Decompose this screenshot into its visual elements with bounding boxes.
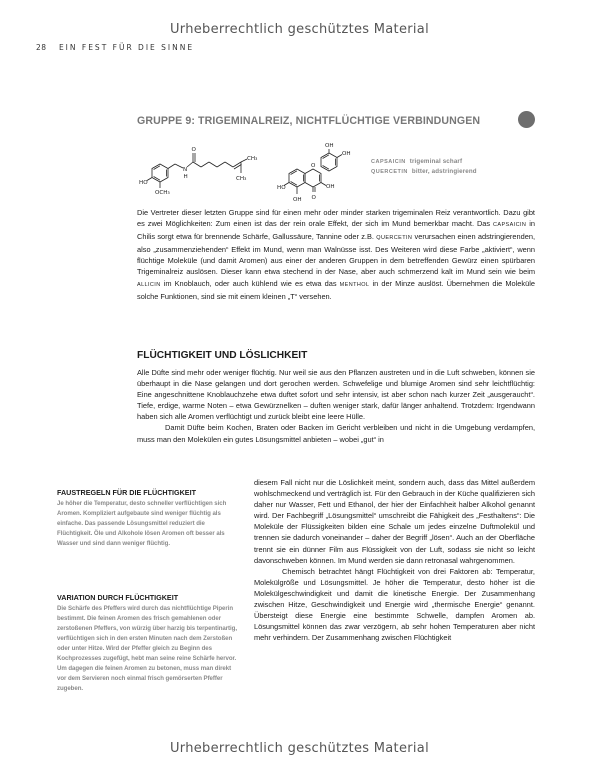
page-number: 28 [36,43,47,52]
sidebar-text: Die Schärfe des Pfeffers wird durch das nichtflüchtige Piperin bestimmt. Die feinen Aromen des frisch gemahlenen oder zerstoßenen Pfeffers, von würzig über harzig bis terpentinartig, verflüchtigen sich in den ersten Minuten nach dem Zerstoßen oder unter Hitze. Wird der Pfeffer gleich zu Beginn des Kochprozesses zugefügt, hebt man seine reine Schärfe hervor. Um dagegen die feinen Aromen zu betonen, muss man direkt vor dem Servieren noch einmal frisch gemörserten Pfeffer zugeben. [57,605,237,692]
capsaicin-n-label: N [183,167,188,173]
watermark-bottom: Urheberrechtlich geschütztes Material [169,741,429,756]
capsaicin-ch3-label-b: CH₃ [236,176,247,182]
group-heading: GRUPPE 9: TRIGEMINALREIZ, NICHTFLÜCHTIGE VERBINDUNGEN [137,115,481,127]
quercetin-structure [277,140,363,208]
quercetin-o-ring-label: O [311,163,316,169]
sidebar-title: VARIATION DURCH FLÜCHTIGKEIT [57,593,179,602]
quercetin-oh-right-label: OH [342,151,351,157]
legend-quercetin [371,167,477,177]
paragraph: Damit Düfte beim Kochen, Braten oder Backen im Gericht verbleiben und nicht in die Umgebung verdampfen, muss man den Molekülen ein gutes Lösungsmittel anbieten – wobei „gut“ in [137,423,535,444]
sidebar-box-variation [57,593,239,694]
section-heading: FLÜCHTIGKEIT UND LÖSLICHKEIT [137,350,308,361]
paragraph: diesem Fall nicht nur die Löslichkeit meint, sondern auch, dass das Mittel außerdem wohlschmeckend und verträglich ist. Für den Gebrauch in der Küche qualifizieren sich daher nur Wasser, Fett und Ethanol, der hier der Einfachheit halber Alkohol genannt wird. Der Fachbegriff „Lösungsmittel“ umschreibt die Fähigkeit des „Festhaltens“: Die Moleküle der Flüssigkeiten bilden eine Schale um jedes einzelne Duftmolekül und trennen sie dadurch voneinander – daher der Begriff „lösen“. Auch an der Oberfläche trennt sie ein dünner Film aus Flüssigkeit von der Luft, sodass sie nicht so leicht davonschweben können. Im Mund werden sie dann retronasal wahrgenommen. [254,478,535,565]
term-allicin: ALLICIN [137,281,161,288]
quercetin-oh-top-label: OH [325,143,334,149]
capsaicin-ho-label: HO [139,180,148,186]
term-quercetin: QUERCETIN [376,235,413,242]
legend-capsaicin [371,157,477,167]
quercetin-oh-ring-label: OH [326,184,335,190]
legend-name: CAPSAICIN [371,159,406,165]
capsaicin-och3-label: OCH₃ [155,190,170,196]
legend-desc: trigeminal scharf [409,158,463,165]
text-run: verursachen einen adstringierenden, also „zusammenziehenden“ Effekt im Mund, wenn man Walnüsse isst. Des Weiteren wird diese Farbe „aktiviert“, wenn flüchtige Moleküle (und damit Aromen) aus einer der anderen Gruppen in dem betreffenden Gewürz einen spürbaren Trigeminalreiz auslösen. Dieser kann etwa stechend in der Nase, aber auch schmerzend kalt im Mund sein wie beim [137,232,535,277]
volatility-text-column [254,477,535,643]
term-capsaicin: CAPSAICIN [493,222,527,229]
quercetin-o-carbonyl-label: O [311,195,316,201]
legend-desc: bitter, adstringierend [411,168,477,175]
paragraph: Alle Düfte sind mehr oder weniger flüchtig. Nur weil sie aus den Pflanzen austreten und in die Luft schweben, können sie überhaupt in die Nase gelangen und dort gerochen werden. Schwefelige und blumige Aromen sind sehr leichtflüchtig: Eine angeschnittene Knoblauchzehe etwa duftet sofort und sehr intensiv, ist aber schon nach kurzer Zeit „ausgeraucht“. Tiefe, erdige, warme Noten – etwa Gewürznelken – duften weniger stark, dafür länger anhaltend. Trotzdem: Irgendwann haben sich alle Aromen verflüchtigt und zurück bleibt eine leere Hülle. [137,368,535,422]
running-head-title: EIN FEST FÜR DIE SINNE [58,43,195,52]
text-run: in der Minze auslöst. Übernehmen die Moleküle solche Funktionen, sind sie mit einem kleinen „T“ versehen. [137,278,535,301]
term-menthol: MENTHOL [339,281,370,288]
molecule-legend [371,157,477,177]
capsaicin-o-label: O [191,147,196,153]
capsaicin-ch3-label-a: CH₃ [247,156,258,162]
group-color-dot [518,111,535,128]
text-run: Die Vertreter dieser letzten Gruppe sind für einen mehr oder minder starken trigeminalen Reiz verantwortlich. Dazu gibt es zwei Möglichkeiten: Zum einen ist das der rein orale Effekt, der sich im Mund bemerkbar macht. Das [137,208,535,229]
quercetin-ho-label: HO [277,185,286,191]
sidebar-text: Je höher die Temperatur, desto schneller verflüchtigen sich Aromen. Kompliziert aufgebaute sind weniger flüchtig als einfache. Das passende Lösungsmittel reduziert die Flüchtigkeit. Öle und Alkohole lösen Aromen oft besser als Wasser und sind dann weniger flüchtig. [57,500,227,547]
capsaicin-h-label: H [183,174,188,180]
text-run: im Knoblauch, oder auch kühlend wie es etwa das [160,278,340,288]
paragraph: Chemisch betrachtet hängt Flüchtigkeit von drei Faktoren ab: Temperatur, Molekülgröße und Lösungsmittel. Je höher die Temperatur, desto höher ist die Molekülgeschwindigkeit und damit die kinetische Energie. Der Zusammenhang zwischen Hitze, Geschwindigkeit und Energie wird „thermische Energie“ genannt. Übersteigt diese Energie eine bestimmte Schwelle, dampfen Aromen ab. Lösungsmittel können das zwar verzögern, ab sehr hohen Temperaturen aber nicht mehr verhindern. Der Zusammenhang zwischen Flüchtigkeit [254,566,535,643]
legend-name: QUERCETIN [371,169,408,175]
text-run: in Chilis sorgt etwa für brennende Schärfe, Gallussäure, Tannine oder z.B. [137,219,535,242]
running-head [36,43,194,52]
quercetin-oh-bottom-label: OH [293,197,302,203]
intro-paragraph [137,207,535,302]
volatility-text-top [137,367,535,445]
sidebar-box-rules [57,488,239,549]
capsaicin-structure [138,142,260,202]
sidebar-title: FAUSTREGELN FÜR DIE FLÜCHTIGKEIT [57,488,196,497]
watermark-top: Urheberrechtlich geschütztes Material [169,22,429,37]
